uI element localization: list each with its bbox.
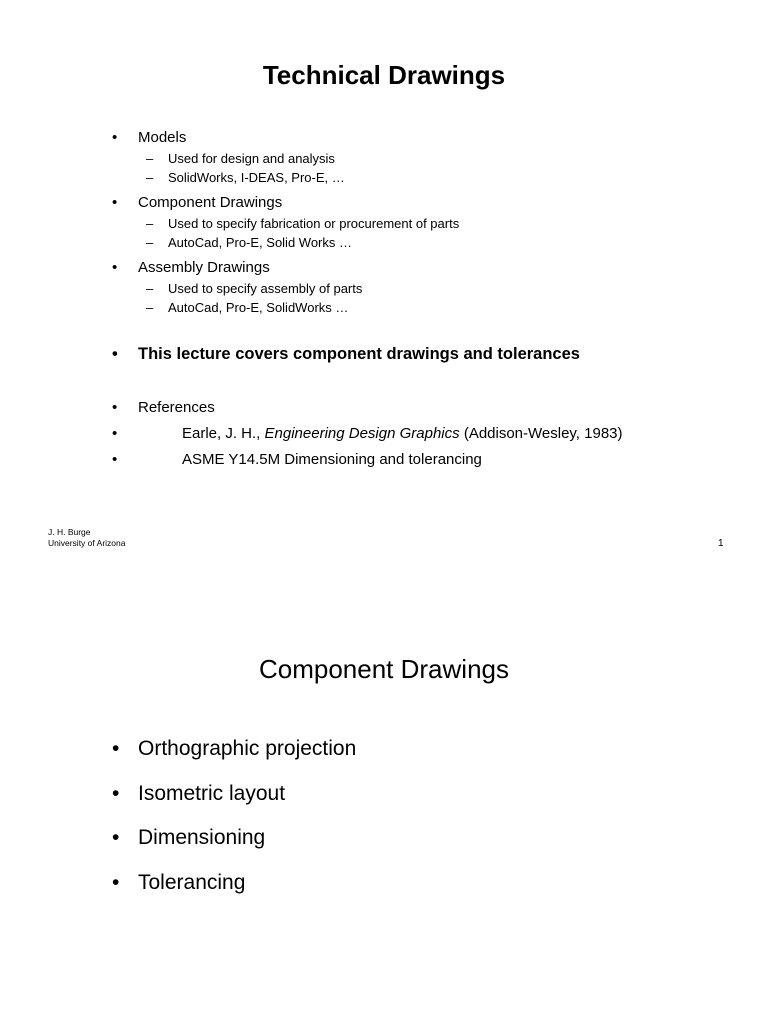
- reference-publisher: (Addison-Wesley, 1983): [459, 425, 623, 442]
- bullet-label: Orthographic projection: [138, 737, 357, 760]
- bullet-label: Component Drawings: [138, 194, 283, 211]
- bullet-dot: •: [112, 871, 120, 894]
- dash-marker: –: [146, 216, 154, 231]
- bullet-label: Models: [138, 129, 187, 146]
- dash-marker: –: [146, 235, 154, 250]
- dash-marker: –: [146, 170, 154, 185]
- dash-marker: –: [146, 151, 154, 166]
- bullet-label: Dimensioning: [138, 826, 266, 849]
- reference-text: ASME Y14.5M Dimensioning and tolerancing: [182, 451, 482, 468]
- bullet-dot: •: [112, 345, 118, 363]
- reference-author: Earle, J. H.,: [182, 425, 265, 442]
- bullet-dot: •: [112, 194, 118, 211]
- sub-item-text: SolidWorks, I-DEAS, Pro-E, …: [168, 170, 345, 185]
- dash-marker: –: [146, 300, 154, 315]
- sub-item-text: AutoCad, Pro-E, Solid Works …: [168, 235, 352, 250]
- bullet-dot: •: [112, 451, 118, 468]
- footer-credit: [48, 527, 125, 549]
- footer-author: J. H. Burge: [48, 527, 91, 537]
- bullet-dot: •: [112, 259, 118, 276]
- reference-book-title: Engineering Design Graphics: [264, 425, 460, 442]
- slide1-title: Technical Drawings: [262, 60, 506, 90]
- bullet-label: Isometric layout: [138, 782, 286, 805]
- sub-item-text: Used to specify assembly of parts: [168, 281, 363, 296]
- reference-text: [182, 425, 623, 442]
- bullet-dot: •: [112, 826, 120, 849]
- footer-affiliation: University of Arizona: [48, 538, 126, 548]
- bullet-label: Assembly Drawings: [138, 259, 270, 276]
- slide2-title: Component Drawings: [258, 654, 509, 684]
- bullet-dot: •: [112, 737, 120, 760]
- bullet-label: Tolerancing: [138, 871, 246, 894]
- highlight-text: This lecture covers component drawings and tolerances: [138, 345, 580, 363]
- dash-marker: –: [146, 281, 154, 296]
- bullet-dot: •: [112, 425, 118, 442]
- bullet-dot: •: [112, 399, 118, 416]
- sub-item-text: Used to specify fabrication or procurement of parts: [168, 216, 460, 231]
- bullet-dot: •: [112, 129, 118, 146]
- page-number: 1: [718, 538, 724, 549]
- bullet-label: References: [138, 399, 215, 416]
- sub-item-text: AutoCad, Pro-E, SolidWorks …: [168, 300, 349, 315]
- sub-item-text: Used for design and analysis: [168, 151, 335, 166]
- bullet-dot: •: [112, 782, 120, 805]
